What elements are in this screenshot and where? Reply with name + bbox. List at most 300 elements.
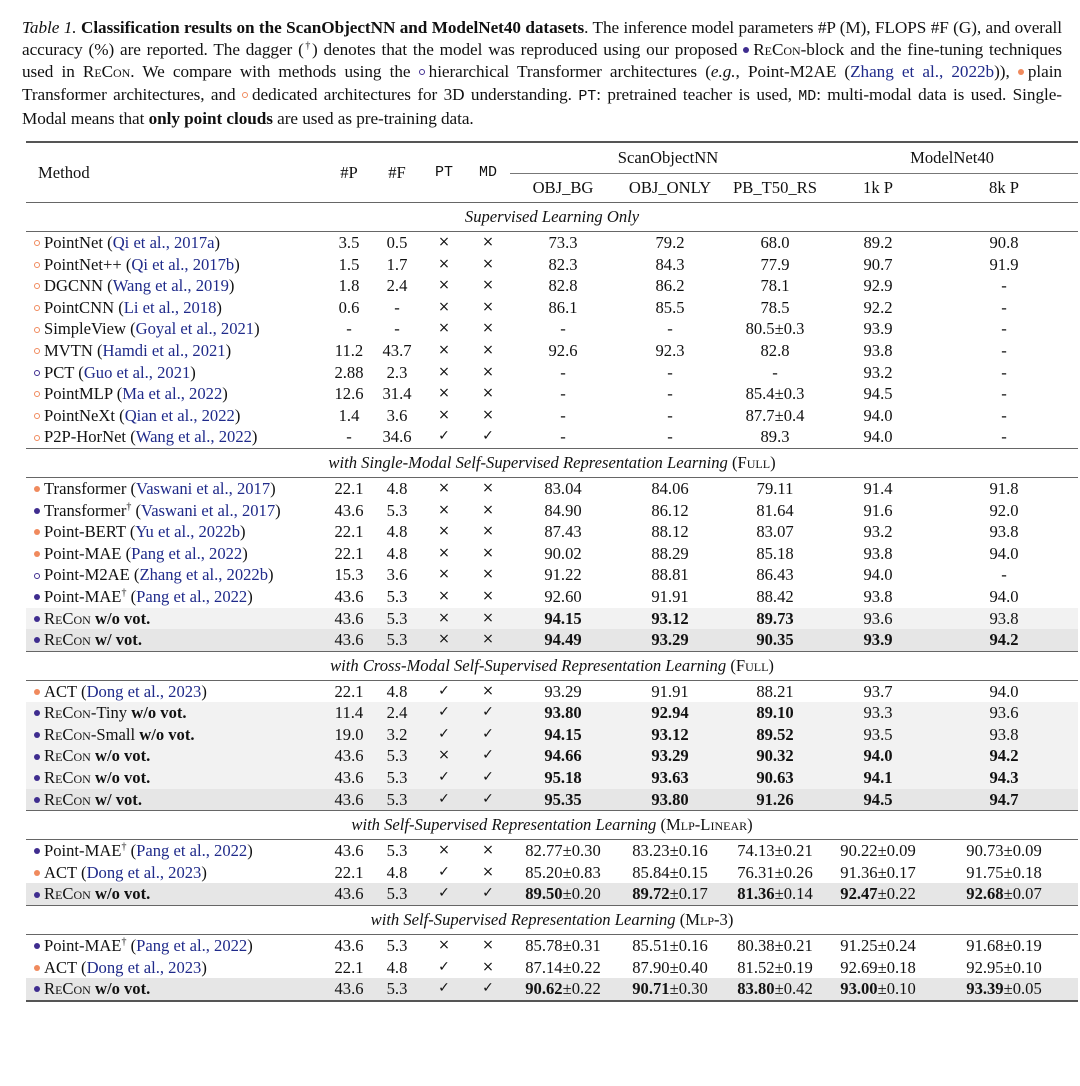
method-variant-tag: w/o vot. [94, 979, 151, 999]
obj-bg-cell: 90.62±0.22 [510, 978, 616, 1001]
pb-cell: 89.3 [760, 427, 790, 447]
method-cell: SimpleView (Goyal et al., 2021) [26, 318, 326, 340]
method-cell: ACT (Dong et al., 2023) [26, 862, 326, 884]
p1k-cell: 93.9 [826, 629, 930, 651]
citation-link[interactable]: Zhang et al., 2022b [139, 565, 269, 585]
md-cell: ✓ [466, 883, 510, 905]
md-cell: × [482, 587, 494, 604]
obj-only-cell: 91.91 [651, 586, 689, 606]
section-header-row [26, 448, 1078, 477]
table-row [26, 383, 1078, 405]
dagger-mark: † [126, 501, 132, 512]
p1k-cell: 91.6 [863, 500, 893, 520]
obj-bg-cell: - [560, 362, 566, 382]
pt-cell: × [422, 629, 466, 651]
section-title: with Cross-Modal Self-Supervised Representation Learning (Full) [330, 655, 774, 675]
obj-bg-cell: 85.20±0.83 [525, 862, 601, 882]
params-cell: - [346, 427, 352, 447]
pt-cell: × [438, 566, 450, 583]
citation-link[interactable]: Dong et al., 2023 [86, 862, 202, 882]
p8k-cell: 93.39±0.05 [930, 978, 1078, 1001]
method-cell: PointNet (Qi et al., 2017a) [26, 232, 326, 254]
citation-link[interactable]: Dong et al., 2023 [86, 957, 202, 977]
method-cell [26, 883, 326, 905]
md-cell: × [482, 406, 494, 423]
obj-bg-cell: 93.80 [510, 702, 616, 724]
method-name: PointCNN [44, 297, 115, 317]
method-cell: PointNeXt (Qian et al., 2022) [26, 405, 326, 427]
pb-cell: 76.31±0.26 [737, 862, 813, 882]
citation-link[interactable]: Zhang et al., 2022b [850, 62, 995, 82]
method-cell: PointMLP (Ma et al., 2022) [26, 383, 326, 405]
pb-cell: 87.7±0.4 [745, 405, 805, 425]
md-cell: × [466, 629, 510, 651]
method-cell [26, 978, 326, 1001]
p8k-cell: - [1001, 340, 1007, 360]
params-cell: 2.88 [334, 362, 364, 382]
hollow-orange-dot-icon [34, 348, 40, 354]
obj-bg-cell: - [560, 405, 566, 425]
flops-cell: 2.4 [386, 276, 408, 296]
pb-cell: 90.63 [724, 767, 826, 789]
obj-only-cell: 91.91 [651, 681, 689, 701]
method-name: Point-MAE [44, 841, 122, 861]
p8k-cell: 91.75±0.18 [966, 862, 1042, 882]
filled-purple-dot-icon [34, 754, 40, 760]
p1k-cell: 92.9 [863, 276, 893, 296]
method-name: PointNet++ [44, 254, 122, 274]
header-flops: #F [388, 162, 406, 182]
header-obj-bg: OBJ_BG [532, 178, 594, 197]
flops-cell: 1.7 [386, 254, 408, 274]
method-name: Point-MAE [44, 543, 122, 563]
flops-cell: - [394, 319, 400, 339]
hollow-orange-dot-icon [34, 413, 40, 419]
citation-link[interactable]: Pang et al., 2022 [136, 586, 248, 606]
p1k-cell: 94.5 [826, 789, 930, 811]
md-cell: × [482, 479, 494, 496]
citation-link[interactable]: Ma et al., 2022 [122, 384, 223, 404]
citation-link[interactable]: Guo et al., 2021 [83, 362, 191, 382]
table-row [26, 883, 1078, 905]
flops-cell: 0.5 [386, 233, 408, 252]
obj-bg-cell: 82.8 [548, 276, 578, 296]
md-cell: × [482, 341, 494, 358]
method-name: SimpleView [44, 319, 126, 339]
method-name: ACT [44, 862, 77, 882]
table-row [26, 362, 1078, 384]
pt-cell: × [422, 745, 466, 767]
table-row [26, 978, 1078, 1001]
table-row [26, 767, 1078, 789]
flops-cell: 5.3 [386, 500, 408, 520]
p1k-cell: 93.3 [826, 702, 930, 724]
p8k-cell: - [1001, 319, 1007, 339]
section-header-row [26, 811, 1078, 840]
obj-only-cell: 88.12 [651, 522, 689, 542]
flops-cell: 4.8 [386, 522, 408, 542]
obj-only-cell: 86.2 [655, 276, 685, 296]
table-row [26, 564, 1078, 586]
pb-cell: 77.9 [760, 254, 790, 274]
pb-cell: 74.13±0.21 [737, 841, 813, 861]
obj-bg-cell: 94.49 [510, 629, 616, 651]
table-row [26, 629, 1078, 651]
md-cell: × [482, 363, 494, 380]
params-cell: 43.6 [326, 767, 372, 789]
table-row [26, 789, 1078, 811]
pb-cell: 68.0 [760, 233, 790, 252]
header-1k-points: 1k P [863, 178, 893, 197]
obj-only-cell: 89.72±0.17 [616, 883, 724, 905]
citation-link[interactable]: Li et al., 2018 [123, 297, 217, 317]
obj-bg-cell: - [560, 384, 566, 404]
md-cell: × [482, 566, 494, 583]
pt-cell: × [438, 320, 450, 337]
flops-cell: 31.4 [382, 384, 412, 404]
p8k-cell: 90.73±0.09 [966, 841, 1042, 861]
md-cell: ✓ [466, 767, 510, 789]
method-name: ReCon [44, 789, 91, 809]
filled-purple-dot-icon [34, 508, 40, 514]
pb-cell: 80.38±0.21 [737, 936, 813, 956]
citation-link[interactable]: Hamdi et al., 2021 [102, 340, 226, 360]
method-name: ReCon [44, 768, 91, 788]
pt-cell: ✓ [438, 958, 450, 975]
obj-only-cell: 84.06 [651, 478, 689, 498]
pb-cell: 80.5±0.3 [745, 319, 805, 339]
params-cell: 1.5 [338, 254, 360, 274]
table-row [26, 275, 1078, 297]
pb-cell: 89.10 [724, 702, 826, 724]
obj-only-cell: - [667, 405, 673, 425]
citation-link[interactable]: Vaswani et al., 2017 [141, 500, 276, 520]
pt-cell: × [438, 385, 450, 402]
flops-cell: 5.3 [372, 883, 422, 905]
p8k-cell: 92.95±0.10 [966, 957, 1042, 977]
md-cell: × [482, 501, 494, 518]
obj-bg-cell: - [560, 427, 566, 447]
citation-link[interactable]: Wang et al., 2019 [112, 276, 229, 296]
p8k-cell: 91.9 [989, 254, 1019, 274]
obj-only-cell: - [667, 319, 673, 339]
md-cell: ✓ [466, 978, 510, 1001]
pt-cell: ✓ [422, 978, 466, 1001]
method-cell: Point-MAE (Pang et al., 2022) [26, 543, 326, 565]
citation-link[interactable]: Pang et al., 2022 [136, 936, 248, 956]
p1k-cell: 93.7 [863, 681, 893, 701]
method-variant-tag: w/o vot. [94, 884, 151, 904]
section-header-row [26, 203, 1078, 232]
method-name: ReCon [44, 608, 91, 628]
method-cell [26, 608, 326, 630]
method-variant-tag: w/ vot. [94, 630, 142, 650]
obj-only-cell: 93.29 [616, 629, 724, 651]
table-row [26, 297, 1078, 319]
obj-only-cell: 90.71±0.30 [616, 978, 724, 1001]
method-name: Point-MAE [44, 586, 122, 606]
obj-only-cell: 93.80 [616, 789, 724, 811]
filled-purple-dot-icon [34, 797, 40, 803]
pb-cell: 88.42 [756, 586, 794, 606]
pt-cell: × [438, 255, 450, 272]
pt-cell: ✓ [422, 767, 466, 789]
pb-cell: 83.80±0.42 [724, 978, 826, 1001]
filled-purple-dot-icon [34, 616, 40, 622]
obj-only-cell: 85.5 [655, 297, 685, 317]
obj-only-cell: 92.3 [655, 340, 685, 360]
citation-link[interactable]: Vaswani et al., 2017 [136, 478, 271, 498]
obj-bg-cell: 86.1 [548, 297, 578, 317]
md-cell: × [482, 937, 494, 954]
p1k-cell: 92.47±0.22 [826, 883, 930, 905]
obj-only-cell: - [667, 384, 673, 404]
method-cell: Point-M2AE (Zhang et al., 2022b) [26, 564, 326, 586]
citation-link[interactable]: Qi et al., 2017b [131, 254, 235, 274]
p1k-cell: 93.2 [863, 362, 893, 382]
header-8k-points: 8k P [989, 178, 1020, 197]
caption-title: Classification results on the ScanObjectNN and ModelNet40 datasets [80, 18, 585, 37]
params-cell: 22.1 [334, 681, 364, 701]
obj-bg-cell: 91.22 [544, 565, 582, 585]
obj-bg-cell: 92.6 [548, 340, 578, 360]
filled-purple-dot-icon [34, 710, 40, 716]
flops-cell: 5.3 [386, 936, 408, 956]
p8k-cell: - [1001, 565, 1007, 585]
obj-only-cell: 83.23±0.16 [632, 841, 708, 861]
flops-cell: 2.4 [372, 702, 422, 724]
results-table-container [26, 141, 1078, 1002]
md-cell: ✓ [482, 428, 494, 445]
p8k-cell: 93.8 [930, 608, 1078, 630]
md-cell: ✓ [466, 745, 510, 767]
method-name: Point-BERT [44, 522, 126, 542]
pt-cell: × [438, 298, 450, 315]
filled-orange-dot-icon [34, 551, 40, 557]
obj-bg-cell: 84.90 [544, 500, 582, 520]
params-cell: 11.4 [326, 702, 372, 724]
params-cell: 11.2 [334, 340, 364, 360]
dagger-mark: † [121, 841, 127, 853]
obj-only-cell: 84.3 [655, 254, 685, 274]
md-cell: × [482, 277, 494, 294]
md-cell: × [482, 682, 494, 699]
method-cell: Point-MAE† (Pang et al., 2022) [26, 935, 326, 957]
header-params: #P [340, 162, 358, 182]
pt-cell: × [438, 937, 450, 954]
p8k-cell: - [1001, 297, 1007, 317]
pb-cell: 78.1 [760, 276, 790, 296]
filled-purple-dot-icon [34, 775, 40, 781]
method-name: ReCon [44, 884, 91, 904]
p1k-cell: 93.8 [863, 340, 893, 360]
table-row [26, 935, 1078, 957]
table-caption: Table 1. Classification results on the ScanObjectNN and ModelNet40 datasets. The inference model parameters #P (M), FLOPS #F (G), and overall accuracy (%) are reported. The dagger (†) denotes that the model was reproduced using our proposed ReCon-block and the fine-tuning techniques used in ReCon. We compare with methods using the hierarchical Transformer architectures (e.g., Point-M2AE (Zhang et al., 2022b)), plain Transformer architectures, and dedicated architectures for 3D understanding. PT: pretrained teacher is used, MD: multi-modal data is used. Single-Modal means that only point clouds are used as pre-training data. [22, 18, 1063, 128]
flops-cell: 5.3 [372, 789, 422, 811]
citation-link[interactable]: Wang et al., 2022 [135, 427, 252, 447]
pb-cell: 90.35 [724, 629, 826, 651]
p1k-cell: 94.0 [826, 745, 930, 767]
filled-purple-dot-icon [34, 943, 40, 949]
params-cell: 43.6 [326, 883, 372, 905]
hollow-orange-dot-icon [34, 391, 40, 397]
md-cell: ✓ [466, 702, 510, 724]
flops-cell: 5.3 [386, 586, 408, 606]
md-cell: × [482, 958, 494, 975]
params-cell: 12.6 [334, 384, 364, 404]
filled-purple-dot-icon [34, 637, 40, 643]
method-variant-tag: w/o vot. [94, 608, 151, 628]
table-row [26, 426, 1078, 448]
p8k-cell: - [1001, 276, 1007, 296]
pb-cell: 86.43 [756, 565, 794, 585]
header-modelnet40: ModelNet40 [826, 142, 1078, 174]
header-pb-t50-rs: PB_T50_RS [733, 178, 817, 197]
params-cell: 22.1 [334, 543, 364, 563]
obj-bg-cell: - [560, 319, 566, 339]
method-variant-tag: w/ vot. [94, 789, 142, 809]
method-cell: ACT (Dong et al., 2023) [26, 957, 326, 979]
section-title: Supervised Learning Only [464, 207, 640, 226]
method-cell [26, 767, 326, 789]
obj-bg-cell: 89.50±0.20 [510, 883, 616, 905]
p8k-cell: 94.2 [930, 745, 1078, 767]
p1k-cell: 90.22±0.09 [840, 841, 916, 861]
citation-link[interactable]: Goyal et al., 2021 [135, 319, 255, 339]
p8k-cell: - [1001, 362, 1007, 382]
dagger-mark: † [121, 587, 127, 599]
header-method: Method [38, 162, 90, 182]
obj-bg-cell: 83.04 [544, 478, 582, 498]
flops-cell: 43.7 [382, 340, 412, 360]
pt-cell: ✓ [422, 883, 466, 905]
obj-bg-cell: 82.77±0.30 [525, 841, 601, 861]
citation-link[interactable]: Qian et al., 2022 [124, 405, 235, 425]
filled-purple-dot-icon [34, 848, 40, 854]
obj-bg-cell: 87.14±0.22 [525, 957, 601, 977]
method-cell: P2P-HorNet (Wang et al., 2022) [26, 426, 326, 448]
md-cell: × [466, 608, 510, 630]
method-cell [26, 629, 326, 651]
md-cell: × [482, 544, 494, 561]
p1k-cell: 91.4 [863, 478, 893, 498]
citation-link[interactable]: Pang et al., 2022 [131, 543, 243, 563]
table-body [26, 203, 1078, 1001]
method-name: PointNet [44, 233, 104, 252]
citation-link[interactable]: Dong et al., 2023 [86, 681, 202, 701]
method-cell: PointCNN (Li et al., 2018) [26, 297, 326, 319]
method-name: ReCon [44, 979, 91, 999]
section-title: with Single-Modal Self-Supervised Representation Learning (Full) [328, 452, 776, 472]
hollow-orange-dot-icon [34, 327, 40, 333]
table-row [26, 702, 1078, 724]
params-cell: 22.1 [334, 957, 364, 977]
table-row [26, 500, 1078, 522]
obj-bg-cell: 82.3 [548, 254, 578, 274]
obj-bg-cell: 95.35 [510, 789, 616, 811]
section-title: with Self-Supervised Representation Learning (Mlp-Linear) [351, 815, 753, 835]
p8k-cell: 94.0 [989, 543, 1019, 563]
obj-only-cell: 86.12 [651, 500, 689, 520]
pt-cell: × [438, 842, 450, 859]
pt-cell: × [438, 234, 450, 250]
params-cell: 43.6 [326, 978, 372, 1001]
md-cell: ✓ [466, 724, 510, 746]
obj-only-cell: 85.51±0.16 [632, 936, 708, 956]
hollow-orange-dot-icon [242, 92, 248, 98]
flops-cell: 3.2 [372, 724, 422, 746]
table-row [26, 586, 1078, 608]
filled-orange-dot-icon [34, 529, 40, 535]
p1k-cell: 94.1 [826, 767, 930, 789]
p1k-cell: 91.36±0.17 [840, 862, 916, 882]
method-cell: Point-MAE† (Pang et al., 2022) [26, 840, 326, 862]
pt-cell: ✓ [438, 682, 450, 699]
table-row [26, 543, 1078, 565]
params-cell: 43.6 [326, 608, 372, 630]
p1k-cell: 94.0 [863, 405, 893, 425]
obj-only-cell: 93.12 [616, 724, 724, 746]
citation-link[interactable]: Pang et al., 2022 [136, 841, 248, 861]
method-cell: ReCon-Tiny w/o vot. [26, 702, 326, 724]
filled-purple-dot-icon [34, 892, 40, 898]
p1k-cell: 94.0 [863, 427, 893, 447]
params-cell: 1.8 [338, 276, 360, 296]
header-md: MD [478, 163, 497, 181]
method-cell [26, 789, 326, 811]
flops-cell: 4.8 [386, 478, 408, 498]
method-cell: PCT (Guo et al., 2021) [26, 362, 326, 384]
method-variant-tag: w/o vot. [139, 724, 195, 744]
pt-cell: × [438, 406, 450, 423]
md-cell: × [482, 298, 494, 315]
citation-link[interactable]: Qi et al., 2017a [112, 233, 215, 252]
method-cell: ReCon-Small w/o vot. [26, 724, 326, 746]
method-name: Transformer [44, 500, 127, 520]
filled-orange-dot-icon [34, 486, 40, 492]
obj-bg-cell: 85.78±0.31 [525, 936, 601, 956]
params-cell: 43.6 [334, 586, 364, 606]
p8k-cell: 94.0 [989, 681, 1019, 701]
section-header-row [26, 906, 1078, 935]
table-row [26, 745, 1078, 767]
citation-link[interactable]: Yu et al., 2022b [135, 522, 240, 542]
obj-bg-cell: 90.02 [544, 543, 582, 563]
obj-bg-cell: 92.60 [544, 586, 582, 606]
flops-cell: 2.3 [386, 362, 408, 382]
p8k-cell: 94.2 [930, 629, 1078, 651]
md-cell: × [482, 863, 494, 880]
pt-cell: × [438, 363, 450, 380]
pb-cell: - [772, 362, 778, 382]
method-cell [26, 745, 326, 767]
table-row [26, 840, 1078, 862]
pb-cell: 89.52 [724, 724, 826, 746]
pt-cell: ✓ [422, 789, 466, 811]
method-cell: Point-MAE† (Pang et al., 2022) [26, 586, 326, 608]
p1k-cell: 90.7 [863, 254, 893, 274]
filled-orange-dot-icon [34, 965, 40, 971]
params-cell: 3.5 [338, 233, 360, 252]
md-cell: × [482, 320, 494, 337]
table-row [26, 724, 1078, 746]
obj-bg-cell: 94.15 [510, 608, 616, 630]
params-cell: 43.6 [334, 936, 364, 956]
method-name: ACT [44, 957, 77, 977]
p8k-cell: - [1001, 427, 1007, 447]
flops-cell: 4.8 [386, 681, 408, 701]
pb-cell: 91.26 [724, 789, 826, 811]
